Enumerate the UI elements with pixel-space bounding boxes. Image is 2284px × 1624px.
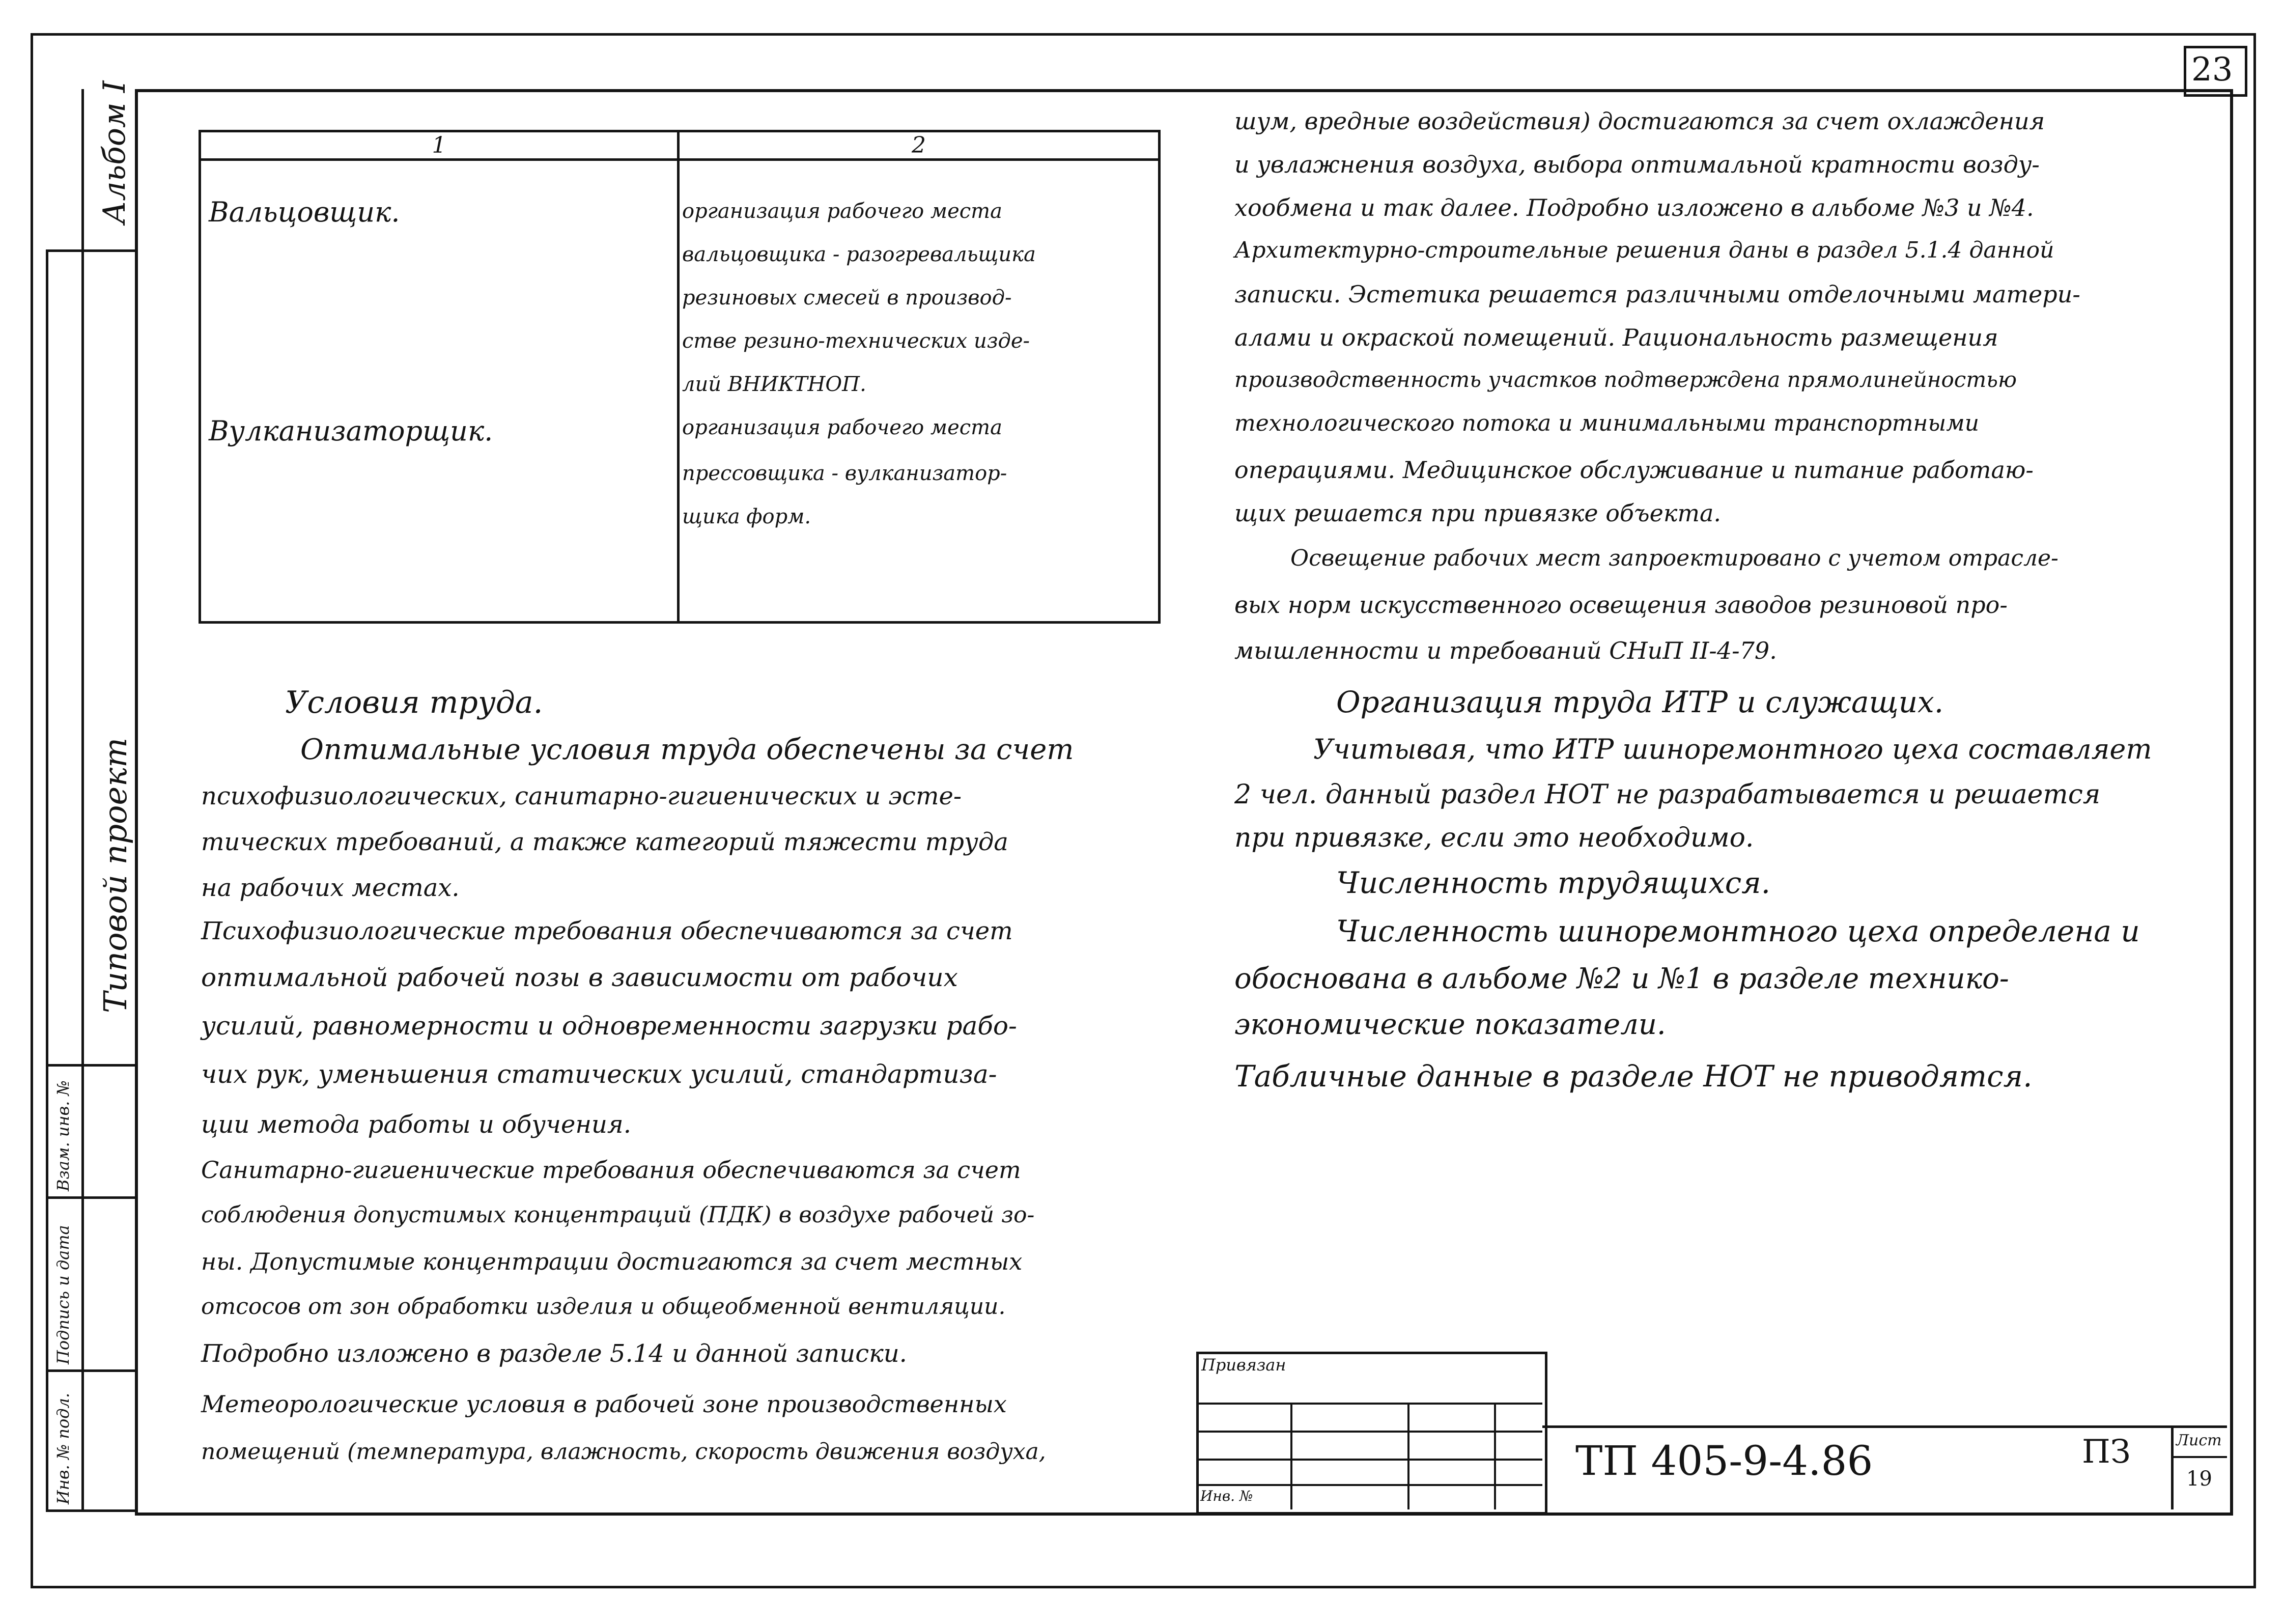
stamp-label-replace: Взам. инв. № xyxy=(53,1080,73,1191)
sheet-label: Лист xyxy=(2176,1432,2222,1449)
table-row-1-profession: Вальцовщик. xyxy=(209,196,400,228)
album-label: Альбом I xyxy=(97,80,132,224)
section-code: ПЗ xyxy=(2082,1433,2131,1471)
stamp-label-inv: Инв. № подл. xyxy=(53,1392,73,1504)
typical-project-label: Типовой проект xyxy=(97,737,134,1013)
sheet-number: 19 xyxy=(2186,1467,2212,1491)
bound-label: Привязан xyxy=(1201,1355,1286,1375)
stamp-label-sign: Подпись и дата xyxy=(53,1225,73,1364)
inv-label: Инв. № xyxy=(1200,1488,1253,1504)
table-header-2: 2 xyxy=(679,131,1160,160)
table-header-1: 1 xyxy=(200,131,679,160)
document-code: ТП 405-9-4.86 xyxy=(1575,1437,1873,1485)
table-row-2-profession: Вулканизаторщик. xyxy=(209,415,493,447)
page-number: 23 xyxy=(2191,51,2233,89)
